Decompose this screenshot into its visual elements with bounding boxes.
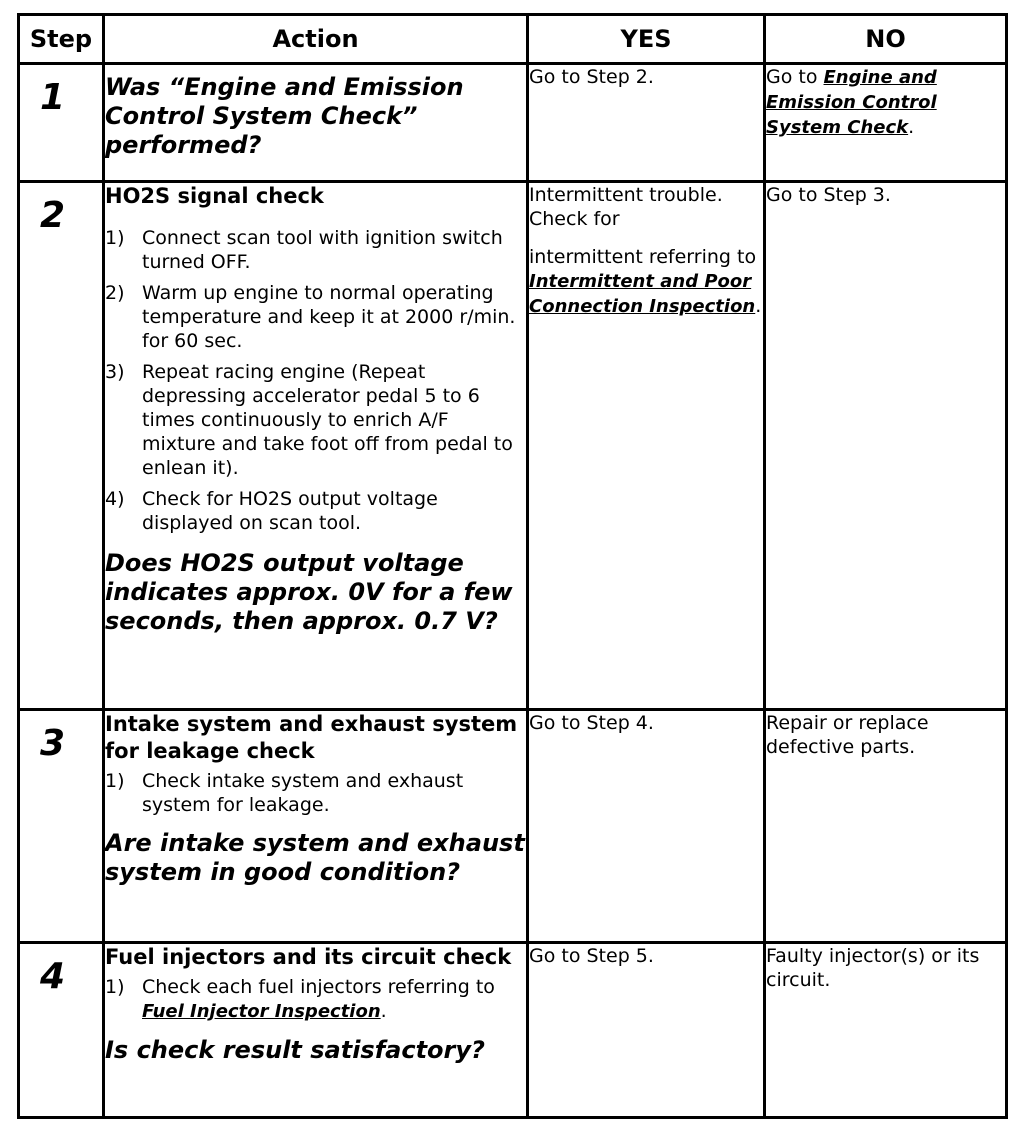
table-header-row [19, 15, 1007, 64]
item-number: 1) [105, 976, 125, 998]
action-cell [104, 943, 528, 1118]
item-number: 4) [105, 488, 125, 510]
no-suffix: . [908, 116, 915, 138]
item-number: 2) [105, 282, 125, 304]
item-number: 1) [105, 770, 125, 792]
step-question: Does HO2S output voltage indicates approx. 0V for a few seconds, then approx. 0.7 V? [105, 549, 513, 635]
fuel-injector-inspection-link[interactable]: Fuel Injector Inspection [142, 1001, 381, 1022]
item-text [142, 975, 526, 1024]
step-number: 2 [40, 195, 66, 236]
list-item [105, 975, 526, 1024]
action-cell [104, 182, 528, 710]
action-cell [104, 64, 528, 182]
list-item [105, 226, 526, 274]
item-number: 3) [105, 361, 125, 383]
item-text: Connect scan tool with ignition switch turned OFF. [142, 227, 503, 273]
list-item [105, 281, 526, 353]
list-item [105, 360, 526, 480]
step-heading: Intake system and exhaust system for leakage check [105, 712, 518, 763]
item-text: Check for HO2S output voltage displayed on scan tool. [142, 488, 438, 534]
diagnostic-table [17, 13, 1008, 1119]
header-step: Step [19, 15, 104, 64]
yes-suffix: . [755, 295, 762, 317]
yes-cell [528, 64, 765, 182]
step-heading: HO2S signal check [105, 184, 324, 208]
item-text: Repeat racing engine (Repeat depressing accelerator pedal 5 to 6 times continuously to enrich A/F mixture and take foot off from pedal to enlean it). [142, 361, 513, 479]
yes-text: Intermittent trouble. Check for [529, 184, 723, 230]
no-text: Go to Step 3. [766, 184, 891, 206]
step-question: Is check result satisfactory? [105, 1036, 485, 1064]
step-number: 1 [40, 77, 66, 118]
step-instructions [105, 769, 526, 817]
step-cell [19, 943, 104, 1118]
yes-cell [528, 710, 765, 943]
item-text: Warm up engine to normal operating temperature and keep it at 2000 r/min. for 60 sec. [142, 282, 516, 352]
item-text: Check intake system and exhaust system for leakage. [142, 770, 464, 816]
item-number: 1) [105, 227, 125, 249]
item-prefix: Check each fuel injectors referring to [142, 976, 495, 998]
list-item [105, 769, 526, 817]
table-row [19, 710, 1007, 943]
yes-cell [528, 182, 765, 710]
header-yes: YES [528, 15, 765, 64]
no-cell [765, 943, 1007, 1118]
yes-cell [528, 943, 765, 1118]
engine-emission-check-link[interactable]: Engine and Emission Control System Check [766, 67, 937, 138]
step-number: 3 [40, 723, 66, 764]
step-question: Was “Engine and Emission Control System Check” performed? [105, 73, 464, 159]
item-suffix: . [380, 1000, 387, 1022]
no-text: Repair or replace defective parts. [766, 712, 929, 758]
step-heading: Fuel injectors and its circuit check [105, 945, 512, 969]
table-row [19, 182, 1007, 710]
intermittent-inspection-link[interactable]: Intermittent and Poor Connection Inspection [529, 271, 756, 317]
table-row [19, 943, 1007, 1118]
list-item [105, 487, 526, 535]
step-instructions [105, 226, 526, 535]
header-action: Action [104, 15, 528, 64]
action-cell [104, 710, 528, 943]
no-cell [765, 64, 1007, 182]
step-cell [19, 182, 104, 710]
yes-text: Go to Step 4. [529, 712, 654, 734]
yes-text: Go to Step 5. [529, 945, 654, 967]
table-row [19, 64, 1007, 182]
step-cell [19, 64, 104, 182]
no-cell [765, 182, 1007, 710]
step-question: Are intake system and exhaust system in good condition? [105, 829, 525, 886]
no-cell [765, 710, 1007, 943]
yes-prefix: intermittent referring to [529, 246, 757, 268]
step-instructions [105, 975, 526, 1024]
no-prefix: Go to [766, 66, 824, 88]
step-number: 4 [40, 956, 66, 997]
header-no: NO [765, 15, 1007, 64]
step-cell [19, 710, 104, 943]
yes-text: Go to Step 2. [529, 66, 654, 88]
no-text: Faulty injector(s) or its circuit. [766, 945, 980, 991]
